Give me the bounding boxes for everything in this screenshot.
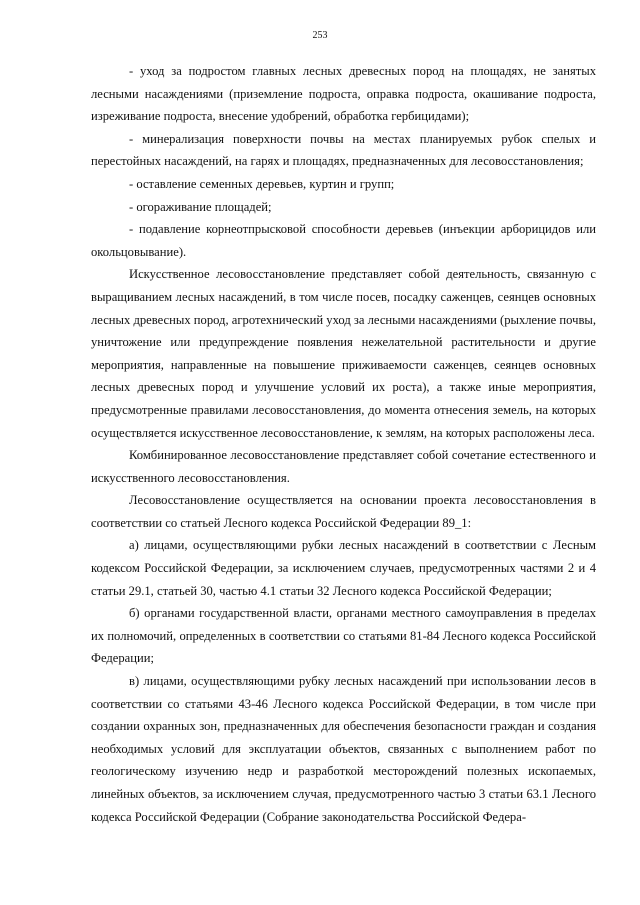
paragraph-combined-reforestation: Комбинированное лесовосстановление представляет собой сочетание естественного и искусственного лесовосстановления. — [91, 448, 596, 485]
paragraph-item-b: б) органами государственной власти, органами местного самоуправления в пределах их полномочий, определенных в соответствии со статьями 81-84 Лесного кодекса Российской Федерации; — [91, 606, 596, 666]
document-body — [91, 60, 596, 828]
paragraph-artificial-reforestation: Искусственное лесовосстановление представляет собой деятельность, связанную с выращиванием лесных насаждений, в том числе посев, посадку саженцев, сеянцев основных лесных древесных пород, агротехнический уход за лесными насаждениями (рыхление почвы, уничтожение или предупреждение появления нежелательной растительности и другие мероприятия, направленные на повышение приживаемости саженцев, сеянцев основных лесных древесных пород и улучшение условий их роста), а также иные мероприятия, предусмотренные правилами лесовосстановления, до момента отнесения земель, на которых осуществляется искусственное лесовосстановление, к землям, на которых расположены леса. — [91, 267, 596, 440]
paragraph-reforestation-basis: Лесовосстановление осуществляется на основании проекта лесовосстановления в соответствии со статьей Лесного кодекса Российской Федерации 89_1: — [91, 493, 596, 530]
paragraph-care-of-undergrowth: - уход за подростом главных лесных древесных пород на площадях, не занятых лесными насаждениями (приземление подроста, оправка подроста, окашивание подроста, изреживание подроста, внесение удобрений, обработка гербицидами); — [91, 64, 596, 124]
paragraph-item-v: в) лицами, осуществляющими рубку лесных насаждений при использовании лесов в соответствии со статьями 43-46 Лесного кодекса Российской Федерации, в том числе при создании охранных зон, предназначенных для обеспечения безопасности граждан и создания необходимых условий для эксплуатации объектов, связанных с выполнением работ по геологическому изучению недр и разработкой месторождений полезных ископаемых, линейных объектов, за исключением случая, предусмотренного частью 3 статьи 63.1 Лесного кодекса Российской Федерации (Собрание законодательства Российской Федера- — [91, 674, 596, 824]
paragraph-seed-trees: - оставление семенных деревьев, куртин и групп; — [129, 176, 395, 191]
page-number: 253 — [312, 30, 328, 41]
paragraph-soil-mineralization: - минерализация поверхности почвы на местах планируемых рубок спелых и перестойных насаждений, на гарях и площадях, предназначенных для лесовосстановления; — [91, 131, 596, 169]
paragraph-fencing: - огораживание площадей; — [129, 199, 272, 214]
paragraph-item-a: а) лицами, осуществляющими рубки лесных насаждений в соответствии с Лесным кодексом Российской Федерации, за исключением случаев, предусмотренных частями 2 и 4 статьи 29.1, статьей 30, частью 4.1 статьи 32 Лесного кодекса Российской Федерации; — [91, 538, 596, 598]
paragraph-suppression-root-suckers: - подавление корнеотпрысковой способности деревьев (инъекции арборицидов или окольцовывание). — [91, 222, 596, 259]
